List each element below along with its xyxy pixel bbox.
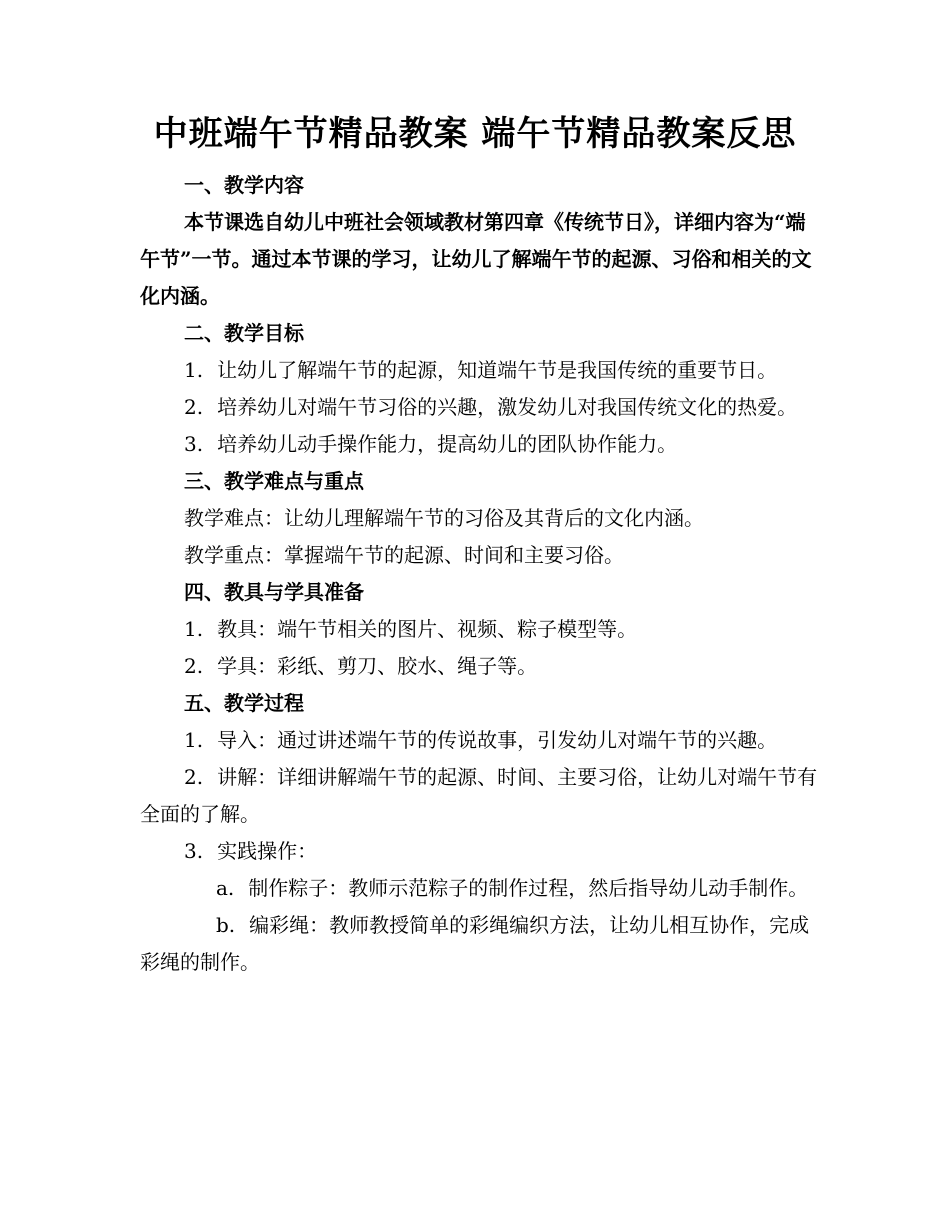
list-item <box>140 611 820 648</box>
sub-list-item <box>140 870 820 907</box>
list-item <box>140 833 820 870</box>
item-number: 1. <box>184 358 204 382</box>
list-item <box>140 352 820 389</box>
item-text: 培养幼儿对端午节习俗的兴趣，激发幼儿对我国传统文化的热爱。 <box>217 395 798 419</box>
document-title: 中班端午节精品教案 端午节精品教案反思 <box>153 114 797 154</box>
item-text: 培养幼儿动手操作能力，提高幼儿的团队协作能力。 <box>217 432 678 456</box>
section-heading: 四、教具与学具准备 <box>184 580 364 604</box>
item-number: b. <box>216 913 236 937</box>
item-text: 让幼儿了解端午节的起源，知道端午节是我国传统的重要节日。 <box>217 358 778 382</box>
item-text: 学具：彩纸、剪刀、胶水、绳子等。 <box>217 654 538 678</box>
section-heading: 二、教学目标 <box>184 321 304 345</box>
section-heading: 五、教学过程 <box>184 691 304 715</box>
item-number: 3. <box>184 432 204 456</box>
list-item <box>140 722 820 759</box>
item-number: 2. <box>184 654 204 678</box>
item-text: 讲解：详细讲解端午节的起源、时间、主要习俗，让幼儿对端午节有全面的了解。 <box>140 765 818 826</box>
item-text: 实践操作： <box>217 839 318 863</box>
list-item <box>140 389 820 426</box>
sub-list-item <box>140 907 820 981</box>
item-text: 导入：通过讲述端午节的传说故事，引发幼儿对端午节的兴趣。 <box>217 728 778 752</box>
item-text: 编彩绳：教师教授简单的彩绳编织方法，让幼儿相互协作，完成彩绳的制作。 <box>140 913 810 974</box>
list-item <box>140 648 820 685</box>
text-line: 教学难点：让幼儿理解端午节的习俗及其背后的文化内涵。 <box>184 506 704 530</box>
item-text: 制作粽子：教师示范粽子的制作过程，然后指导幼儿动手制作。 <box>248 876 809 900</box>
section-intro: 本节课选自幼儿中班社会领域教材第四章《传统节日》，详细内容为“端午节”一节。通过本节课的学习，让幼儿了解端午节的起源、习俗和相关的文化内涵。 <box>140 210 812 308</box>
item-number: 2. <box>184 765 204 789</box>
item-number: 3. <box>184 839 204 863</box>
item-number: 1. <box>184 617 204 641</box>
document-body <box>140 167 820 981</box>
item-text: 教具：端午节相关的图片、视频、粽子模型等。 <box>217 617 638 641</box>
list-item <box>140 759 820 833</box>
section-heading: 一、教学内容 <box>184 173 304 197</box>
text-line: 教学重点：掌握端午节的起源、时间和主要习俗。 <box>184 543 624 567</box>
item-number: a. <box>216 876 235 900</box>
section-heading: 三、教学难点与重点 <box>184 469 364 493</box>
item-number: 2. <box>184 395 204 419</box>
list-item <box>140 426 820 463</box>
item-number: 1. <box>184 728 204 752</box>
